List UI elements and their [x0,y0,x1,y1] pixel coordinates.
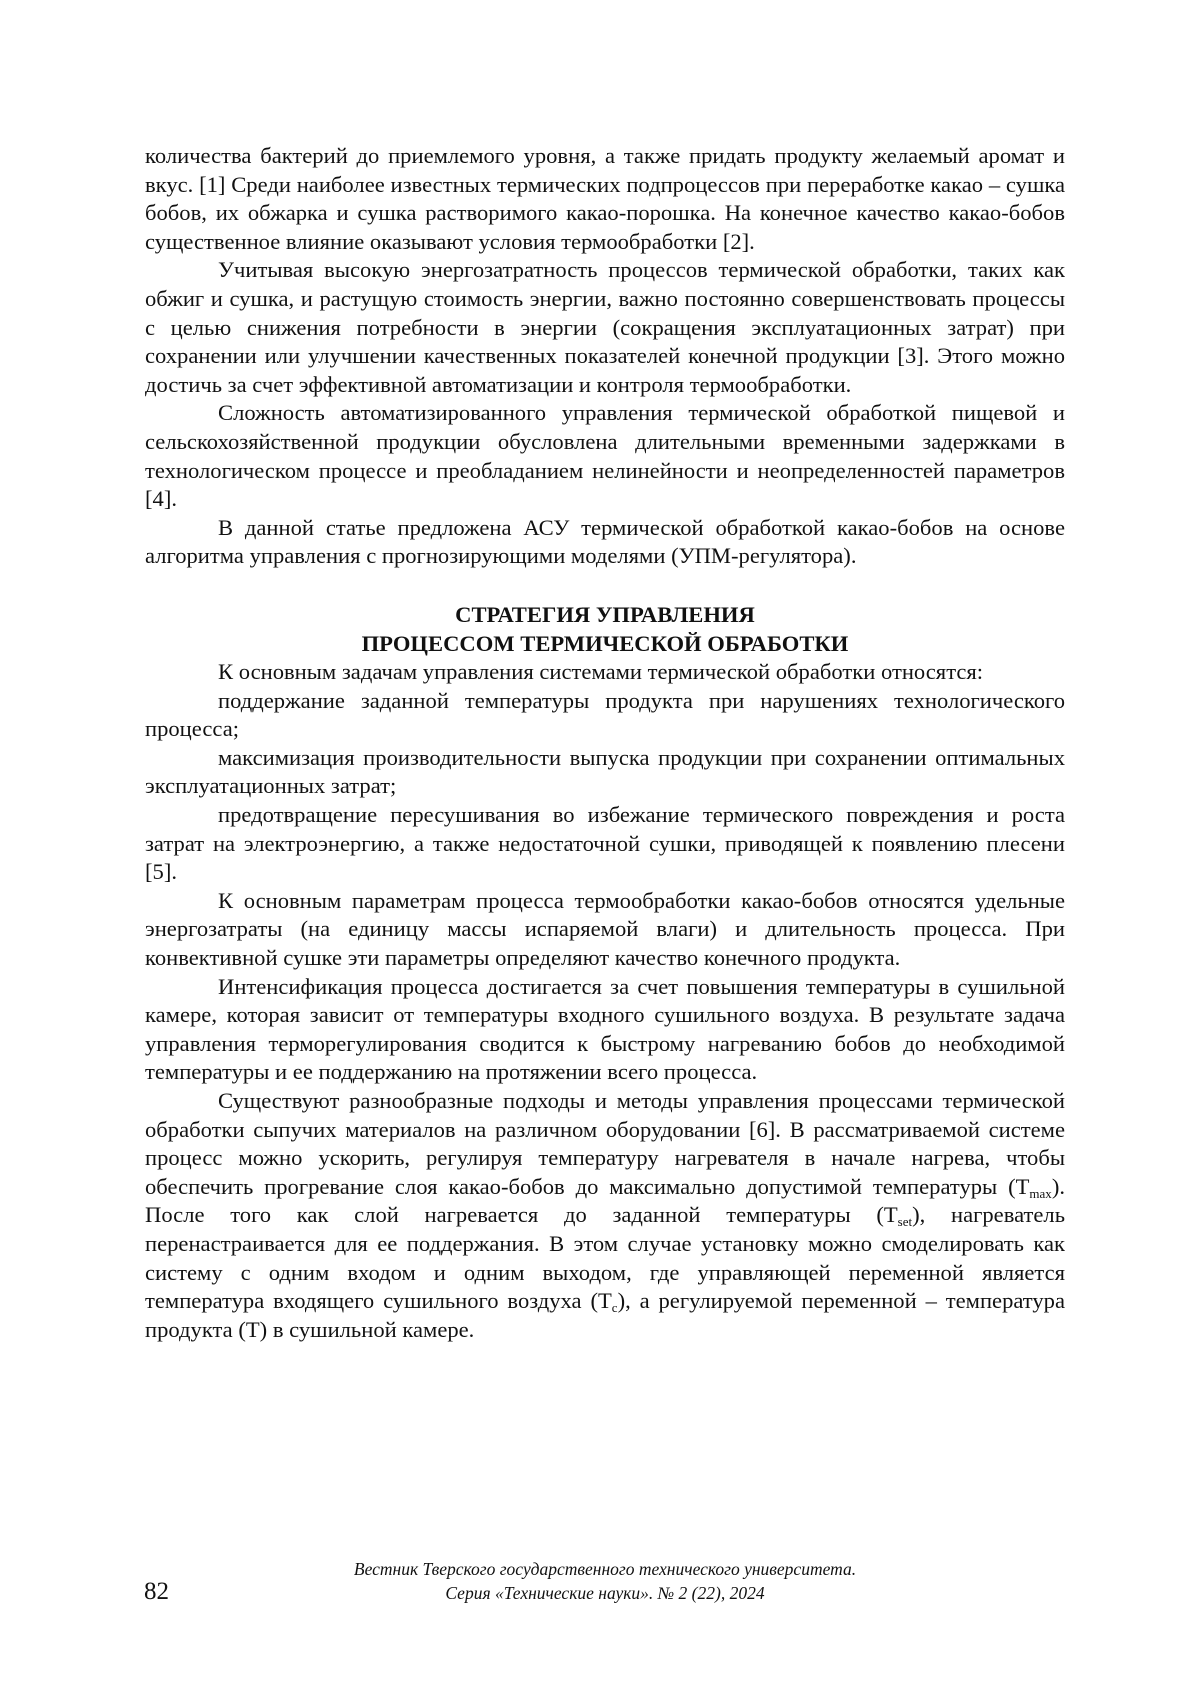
paragraph-11-text-3: ), нагреватель перенастраивается для ее поддержания. В этом случае установку можно смоделировать как систему с одним входом и одним выходом, где управляющей переменной является температура входящего сушильного воздуха (T [145,1202,1065,1313]
list-item-3: предотвращение пересушивания во избежание термического повреждения и роста затрат на электроэнергию, а также недостаточной сушки, приводящей к появлению плесени [5]. [145,801,1065,887]
paragraph-3: Сложность автоматизированного управления термической обработкой пищевой и сельскохозяйственной продукции обусловлена длительными временными задержками в технологическом процессе и преобладанием нелинейности и неопределенностей параметров [4]. [145,399,1065,513]
section-heading-line-2: ПРОЦЕССОМ ТЕРМИЧЕСКОЙ ОБРАБОТКИ [362,631,849,656]
section-heading [145,601,1065,658]
paragraph-4: В данной статье предложена АСУ термической обработкой какао-бобов на основе алгоритма управления с прогнозирующими моделями (УПМ-регулятора). [145,514,1065,571]
paragraph-1: количества бактерий до приемлемого уровня, а также придать продукту желаемый аромат и вкус. [1] Среди наиболее известных термических подпроцессов при переработке какао – сушка бобов, их обжарка и сушка растворимого какао-порошка. На конечное качество какао-бобов существенное влияние оказывают условия термообработки [2]. [145,142,1065,256]
page [0,0,1200,1697]
paragraph-2: Учитывая высокую энергозатратность процессов термической обработки, таких как обжиг и сушка, и растущую стоимость энергии, важно постоянно совершенствовать процессы с целью снижения потребности в энергии (сокращения эксплуатационных затрат) при сохранении или улучшении качественных показателей конечной продукции [3]. Этого можно достичь за счет эффективной автоматизации и контроля термообработки. [145,256,1065,399]
subscript-set: set [898,1214,912,1229]
paragraph-11-text-4: ), а регулируемой переменной – температура продукта (T) в сушильной камере. [145,1288,1065,1342]
page-number: 82 [144,1577,169,1607]
paragraph-11-text-1: Существуют разнообразные подходы и методы управления процессами термической обработки сыпучих материалов на различном оборудовании [6]. В рассматриваемой системе процесс можно ускорить, регулируя температуру нагревателя в начале нагрева, чтобы обеспечить прогревание слоя какао-бобов до максимально допустимой температуры (T [145,1088,1065,1199]
journal-footer [145,1557,1065,1605]
paragraph-5: К основным задачам управления системами термической обработки относятся: [145,658,1065,687]
article-body [145,142,1065,1344]
subscript-max: max [1029,1186,1051,1201]
list-item-1: поддержание заданной температуры продукта при нарушениях технологического процесса; [145,687,1065,744]
footer-line-2: Серия «Технические науки». № 2 (22), 2024 [145,1581,1065,1605]
paragraph-9: К основным параметрам процесса термообработки какао-бобов относятся удельные энергозатраты (на единицу массы испаряемой влаги) и длительность процесса. При конвективной сушке эти параметры определяют качество конечного продукта. [145,887,1065,973]
paragraph-11-text-2: ). После того как слой нагревается до заданной температуры (T [145,1174,1065,1228]
section-heading-line-1: СТРАТЕГИЯ УПРАВЛЕНИЯ [455,602,755,627]
paragraph-10: Интенсификация процесса достигается за счет повышения температуры в сушильной камере, которая зависит от температуры входного сушильного воздуха. В результате задача управления терморегулирования сводится к быстрому нагреванию бобов до необходимой температуры и ее поддержанию на протяжении всего процесса. [145,973,1065,1087]
list-item-2: максимизация производительности выпуска продукции при сохранении оптимальных эксплуатационных затрат; [145,744,1065,801]
subscript-c: c [612,1300,618,1315]
footer-line-1: Вестник Тверского государственного технического университета. [145,1557,1065,1581]
paragraph-11 [145,1087,1065,1344]
